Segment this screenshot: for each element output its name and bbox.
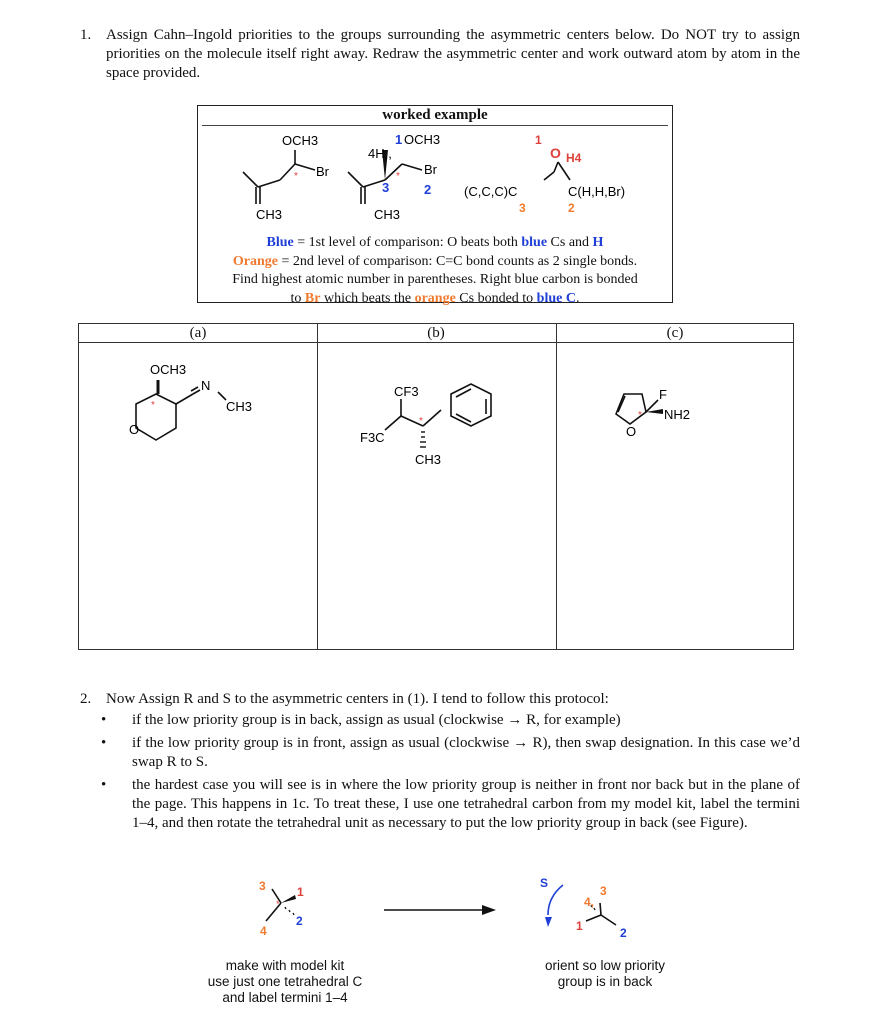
s-arrowhead bbox=[545, 917, 552, 927]
mol2-priority-3: 3 bbox=[382, 180, 390, 195]
problems-table bbox=[78, 323, 794, 650]
caption-left-line1: make with model kit bbox=[225, 958, 345, 973]
column-divider-2 bbox=[556, 324, 557, 649]
protocol-list bbox=[80, 711, 800, 833]
worked-example-explanation bbox=[198, 234, 672, 308]
orange-label: Orange bbox=[232, 253, 278, 269]
left-wedge bbox=[281, 895, 296, 903]
caption-left-line3: and label termini 1–4 bbox=[222, 990, 348, 1005]
expl-line1-text: = 1st level of comparison: O beats both bbox=[293, 235, 522, 250]
bullet: • bbox=[101, 712, 107, 728]
mol3-h4: H4 bbox=[566, 151, 582, 165]
mol2-ch3: CH3 bbox=[374, 207, 401, 222]
b-f3c: F3C bbox=[360, 430, 385, 445]
blue-h: H bbox=[592, 235, 604, 250]
a-ch3: CH3 bbox=[226, 399, 253, 414]
problem-a-label: (a) bbox=[189, 325, 207, 341]
table-header-divider bbox=[79, 342, 793, 343]
expl-line2-text: = 2nd level of comparison: C=C bond counts as 2 single bonds. bbox=[277, 253, 638, 269]
c-o: O bbox=[626, 424, 637, 439]
mol2-och3: OCH3 bbox=[404, 132, 441, 147]
list-item bbox=[80, 734, 800, 772]
b-hash-bond bbox=[420, 432, 426, 447]
mol3-priority-2: 2 bbox=[568, 201, 575, 215]
caption-left bbox=[190, 958, 380, 1006]
structure-c bbox=[558, 354, 794, 474]
right-label-2: 2 bbox=[620, 926, 627, 940]
expl-line1-text2: Cs and bbox=[547, 235, 593, 250]
b-ch3: CH3 bbox=[415, 452, 442, 467]
mol1-stereocenter-star: * bbox=[294, 171, 298, 182]
orange-word: orange bbox=[414, 290, 456, 306]
list-item bbox=[80, 711, 800, 730]
mol2-h4: 4H,, bbox=[368, 146, 392, 161]
s-rotation-arrow bbox=[548, 885, 563, 915]
a-n: N bbox=[201, 378, 211, 393]
left-label-4: 4 bbox=[260, 924, 267, 938]
left-star: * bbox=[276, 899, 280, 909]
mol3-priority-3: 3 bbox=[519, 201, 526, 215]
blue-c: blue C bbox=[536, 290, 576, 306]
caption-right-line2: group is in back bbox=[557, 974, 653, 989]
c-f: F bbox=[659, 387, 667, 402]
expl-line4-b: which beats the bbox=[320, 290, 415, 306]
a-och3: OCH3 bbox=[150, 362, 187, 377]
left-label-2: 2 bbox=[296, 914, 303, 928]
left-label-3: 3 bbox=[259, 879, 266, 893]
bullet: • bbox=[101, 777, 107, 793]
mol1-br: Br bbox=[316, 164, 329, 179]
mol2-br: Br bbox=[424, 162, 437, 177]
bullet-text-1: if the low priority group is in back, assign as usual (clockwise → R, for example) bbox=[132, 712, 621, 728]
right-label-3: 3 bbox=[600, 884, 607, 898]
mol3-right-group: C(H,H,Br) bbox=[568, 184, 626, 199]
b-stereocenter-star: * bbox=[419, 416, 423, 427]
problem-c-label: (c) bbox=[666, 325, 684, 341]
question-1-number: 1. bbox=[80, 27, 92, 43]
blue-word: blue bbox=[521, 235, 548, 250]
problem-b-label: (b) bbox=[427, 325, 445, 341]
a-o: O bbox=[129, 422, 140, 437]
a-stereocenter-star: * bbox=[151, 400, 155, 411]
question-2-number: 2. bbox=[80, 691, 92, 707]
bullet: • bbox=[101, 735, 107, 751]
question-1 bbox=[80, 26, 800, 83]
mol2-stereocenter-star: * bbox=[396, 171, 400, 182]
c-nh2: NH2 bbox=[664, 407, 691, 422]
list-item bbox=[80, 776, 800, 833]
caption-right-line1: orient so low priority bbox=[544, 958, 666, 973]
mol3-o: O bbox=[550, 145, 561, 161]
transform-arrowhead bbox=[482, 905, 496, 915]
worked-example-molecules bbox=[198, 122, 672, 242]
question-1-text: Assign Cahn–Ingold priorities to the groups surrounding the asymmetric centers below. Do NOT try to assign priorities on the molecule itself right away. Redraw the asymmetric center and work outward atom by atom in the space provided. bbox=[106, 27, 800, 81]
blue-label: Blue bbox=[266, 235, 294, 250]
orange-br: Br bbox=[304, 290, 321, 306]
b-cf3: CF3 bbox=[394, 384, 419, 399]
expl-line4-end: . bbox=[575, 290, 580, 306]
structure-a bbox=[80, 354, 316, 474]
mol1-ch3: CH3 bbox=[256, 207, 283, 222]
expl-line4-a: to bbox=[290, 290, 305, 306]
caption-right bbox=[520, 958, 690, 990]
caption-left-line2: use just one tetrahedral C bbox=[207, 974, 363, 989]
right-label-4: 4, bbox=[584, 895, 595, 909]
mol2-priority-2: 2 bbox=[424, 182, 432, 197]
bullet-text-3: the hardest case you will see is in where the low priority group is neither in front nor back but in the plane of the page. This happens in 1c. To treat these, I use one tetrahedral carbon from my model kit, label the termini 1–4, and then rotate the tetrahedral unit as necessary to put the low priority group in back (see Figure). bbox=[132, 777, 800, 831]
expl-line4-c: Cs bonded to bbox=[455, 290, 537, 306]
bullet-text-2: if the low priority group is in front, assign as usual (clockwise → R), then swap designation. In this case we’d swap R to S. bbox=[132, 735, 800, 770]
structure-b bbox=[319, 354, 555, 474]
worked-example-box bbox=[197, 105, 673, 306]
right-label-1: 1 bbox=[576, 919, 583, 933]
question-2 bbox=[80, 690, 800, 837]
s-label: S bbox=[540, 876, 549, 890]
mol2-priority-1: 1 bbox=[395, 132, 403, 147]
worked-example-title: worked example bbox=[382, 107, 488, 123]
mol3-left-group: (C,C,C)C bbox=[464, 184, 518, 199]
mol3-priority-1: 1 bbox=[535, 133, 542, 147]
left-label-1: 1 bbox=[297, 885, 304, 899]
rotation-figure bbox=[0, 875, 872, 985]
mol1-och3: OCH3 bbox=[282, 133, 319, 148]
column-divider-1 bbox=[317, 324, 318, 649]
question-2-intro: Now Assign R and S to the asymmetric centers in (1). I tend to follow this protocol: bbox=[106, 691, 609, 707]
c-stereocenter-star: * bbox=[638, 410, 642, 421]
expl-line3: Find highest atomic number in parentheses. Right blue carbon is bonded bbox=[232, 272, 638, 287]
